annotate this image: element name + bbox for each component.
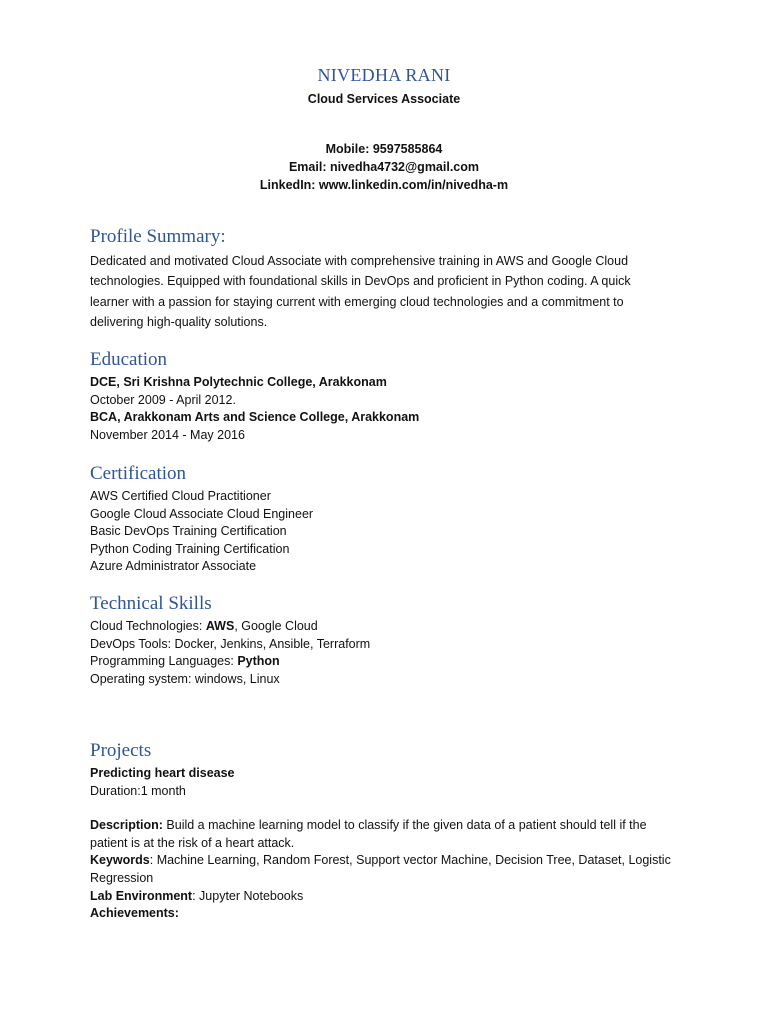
education-school: DCE, Sri Krishna Polytechnic College, Arakkonam <box>90 375 387 389</box>
education-school: BCA, Arakkonam Arts and Science College, Arakkonam <box>90 410 420 425</box>
project-lab-environment <box>90 888 690 906</box>
contact-mobile: Mobile: 9597585864 <box>325 142 443 156</box>
technical-skills-heading: Technical Skills <box>90 593 212 614</box>
certification-item: Basic DevOps Training Certification <box>90 524 287 539</box>
contact-email: Email: nivedha4732@gmail.com <box>288 160 480 174</box>
section-technical-skills <box>90 593 690 688</box>
projects-heading: Projects <box>90 740 152 761</box>
project-keywords <box>90 852 680 887</box>
project-description-label: Description: <box>90 818 163 833</box>
skill-label: Programming Languages: <box>90 654 238 669</box>
section-certification <box>90 463 690 576</box>
candidate-name: NIVEDHA RANI <box>317 65 451 85</box>
skill-highlight: AWS <box>205 619 235 633</box>
certification-item: Google Cloud Associate Cloud Engineer <box>90 506 314 521</box>
skill-value: , Google Cloud <box>234 619 318 633</box>
education-heading: Education <box>90 349 168 370</box>
skill-cloud-technologies <box>90 618 690 636</box>
project-achievements-label: Achievements: <box>90 906 179 921</box>
section-education <box>90 349 690 444</box>
candidate-role: Cloud Services Associate <box>307 92 461 106</box>
profile-summary-text: Dedicated and motivated Cloud Associate with comprehensive training in AWS and Google Cloud technologies. Equipped with foundational skills in DevOps and proficient in Python coding. A quick learner with a passion for staying current with emerging cloud technologies and a commitment to delivering high-quality solutions. <box>90 254 631 329</box>
project-duration: Duration:1 month <box>90 783 186 798</box>
project-description-text: Build a machine learning model to classify if the given data of a patient should tell if the patient is at the risk of a heart attack. <box>90 818 647 850</box>
education-dates: November 2014 - May 2016 <box>90 427 245 442</box>
section-projects <box>90 740 690 923</box>
skill-highlight: Python <box>237 654 280 669</box>
skill-programming-languages <box>90 653 690 671</box>
project-keywords-text: : Machine Learning, Random Forest, Support vector Machine, Decision Tree, Dataset, Logistic Regression <box>90 853 671 885</box>
project-name: Predicting heart disease <box>90 766 235 780</box>
certification-item: Azure Administrator Associate <box>90 559 257 574</box>
skill-operating-system: Operating system: windows, Linux <box>90 671 280 686</box>
project-lab-label: Lab Environment <box>90 888 193 903</box>
contact-linkedin: LinkedIn: www.linkedin.com/in/nivedha-m <box>259 178 509 192</box>
project-keywords-label: Keywords <box>90 853 150 868</box>
skill-label: Cloud Technologies: <box>90 619 206 633</box>
certification-item: AWS Certified Cloud Practitioner <box>90 489 271 503</box>
skill-devops-tools: DevOps Tools: Docker, Jenkins, Ansible, Terraform <box>90 636 371 651</box>
profile-summary-heading: Profile Summary: <box>90 226 226 247</box>
certification-heading: Certification <box>90 463 187 484</box>
section-profile-summary <box>90 226 690 332</box>
education-dates: October 2009 - April 2012. <box>90 392 236 407</box>
project-description <box>90 817 680 852</box>
resume-header <box>0 64 768 107</box>
certification-item: Python Coding Training Certification <box>90 541 290 556</box>
project-lab-text: : Jupyter Notebooks <box>192 888 304 903</box>
contact-block <box>0 140 768 194</box>
spacer <box>90 800 690 817</box>
